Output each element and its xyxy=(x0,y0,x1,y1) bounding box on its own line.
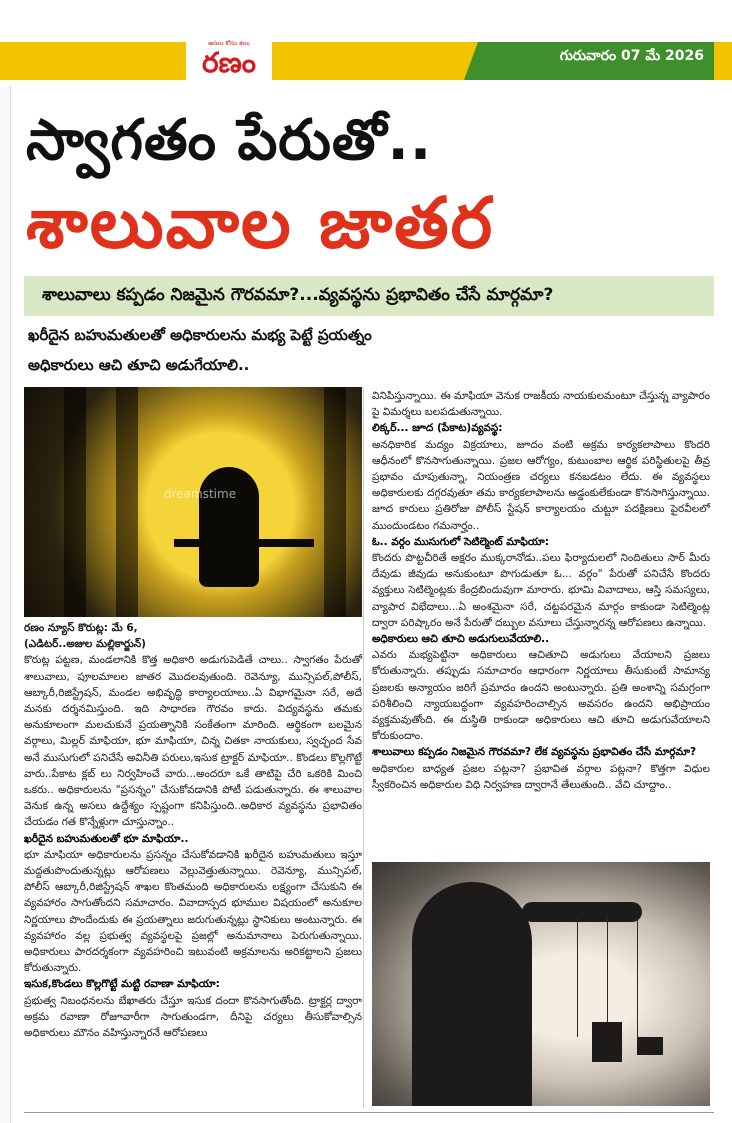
section-heading: ఓ.. వర్గం ముసుగులో సెటిల్మెంట్ మాఫియా: xyxy=(372,535,549,548)
section-heading: లిక్కర్... జూద (పేకాట)వ్యవస్థ: xyxy=(372,422,503,435)
bottom-rule xyxy=(24,1112,714,1113)
photo-puppeteer-silhouette xyxy=(372,862,710,1106)
body-paragraph: కొందరు పొట్టచీరితే అక్షరం ముక్కరానోడు..పలు ఫిర్యాదులలో నిందితులు సార్ మీరు దేవుడు జీవుడు అనుకుంటూ పొగుడుతూ ఓ... వర్గం" పేరుతో పనిచేసే కొందరు వ్యక్తులు సెటిల్మెంట్లకు కేంద్రబిందువుగా మారారు. భూమి వివాదాలు, ఆస్తి సమస్యలు, వ్యాపార విభేదాలు...ఏ అంశమైనా సరే, చట్టపరమైన మార్గం కాకుండా సెటిల్మెంట్ల ద్వారా పరిష్కారం అనే పేరుతో దబ్బుల వసూలు చేస్తున్నారన్న ఆరోపణలు ఉన్నాయి. xyxy=(372,552,710,629)
masthead xyxy=(0,38,732,84)
silhouette-figure xyxy=(412,882,532,1106)
headline-line1: స్వాగతం పేరుతో.. xyxy=(26,108,433,173)
body-paragraph: కొరుట్ల పట్టణ, మండలానికి కొత్త అధికారి అడుగుపెడితే చాలు.. స్వాగతం పేరుతో శాలువాలు, పూలమాలల జాతర మొదలవుతుంది. రెవెన్యూ, మున్సిపల్,పోలీస్, ఆబ్కారీ,రిజిస్ట్రేషన్, మండల అభివృద్ధి కార్యాలయాలు..ఏ విభాగమైనా సరే, అదే మనకు దర్శనమిస్తుంది. ఇది సాధారణ గౌరవం కాదు. విద్యవస్థను తమకు అనుకూలంగా మలచుకునే ప్రయత్నానికి సంకేతంగా మారింది. ఆర్థికంగా బలమైన వర్గాలు, మిల్లర్ మాఫియా, భూ మాఫియా, చిన్న చితకా నాయకులు, స్వచ్ఛంద సేవ అనే ముసుగులో పనిచేసే అవినీతి పరులు,ఇసుక ట్రాక్టర్ మాఫియా.. కొండలు కొల్లగొట్టే వారు..పేకాట క్లబ్ లు నిర్వహించే వారు...అందరూ ఒకే తాటిపై చేరి ఒకరికి మించి ఒకరు.. అధికారులను "ప్రసన్నం" చేసుకోవడానికి పోటీ పడుతున్నారు. ఈ శాలువాల వెనుక ఉన్న అసలు ఉద్దేశ్యం స్పష్టంగా కనిపిస్తుంది..అధికార వ్యవస్థను ప్రభావితం చేయడం గత కొన్నేళ్లుగా చూస్తున్నాం.. xyxy=(24,654,362,829)
silhouette-man xyxy=(199,467,259,587)
page-gutter-strip xyxy=(0,86,11,1123)
photo-watermark: dreamstime xyxy=(164,487,237,501)
body-paragraph: అనధికారిక మద్యం విక్రయాలు, జూదం వంటి అక్రమ కార్యకలాపాలు కొందరి ఆధీనంలో కొనసాగుతున్నాయి. ప్రజల ఆరోగ్యం, కుటుంబాల ఆర్థిక పరిస్థితులపై తీవ్ర ప్రభావం చూపుతున్నా, నియంత్రణ చర్యలు కనబడటం లేదు. ఈ వ్యవస్థలు అధికారులకు దగ్గరవుతూ తమ కార్యకలాపాలను అడ్డంకులేకుండా కొనసాగిస్తున్నాయి. జూద కారులు ప్రతిరోజు పోలీస్ స్టేషన్ కార్యాలయం చుట్టూ పదక్షిణలు పైరవీలలో ముందుండటం గమనార్హం.. xyxy=(372,438,710,532)
window-bar xyxy=(116,387,138,617)
right-column xyxy=(372,388,710,793)
puppet-monitor xyxy=(637,1037,663,1055)
section-heading: శాలువాలు కప్పడం నిజమైన గౌరవమా? లేక వ్యవస్థను ప్రభావితం చేసే మార్గమా? xyxy=(372,746,697,759)
headline-line2: శాలువాల జాతర xyxy=(26,182,495,264)
dateline: రణం న్యూస్ కొరుట్ల: మే 6, xyxy=(24,622,138,634)
puppet-string xyxy=(607,917,608,1037)
newspaper-logo[interactable] xyxy=(186,38,272,84)
puppet-string xyxy=(637,917,638,1037)
puppet-string xyxy=(577,917,578,1037)
body-paragraph: భూ మాఫియా అధికారులను ప్రసన్నం చేసుకోవడానికి ఖరీదైన బహుమతులు ఇస్తూ మద్దతుపొందుతున్నట్లు ఆరోపణలు వెల్లువెత్తుతున్నాయి. రెవెన్యూ, మున్సిపల్, పోలీస్ ఆబ్కారీ,రిజిస్ట్రేషన్ శాఖల కొంతమంది అధికారులను లక్ష్యంగా చేసుకుని ఈ వ్యవహారం సాగుతోందని సమాచారం. వివాదాస్పద భూముల విషయంలో అనుకూల నిర్ణయాలు పొందేందుకు ఈ ప్రయత్నాలు జరుగుతున్నట్లు స్థానికులు అంటున్నారు. ఈ వ్యవహారం వల్ల ప్రభుత్వ వ్యవస్థలపై ప్రజల్లో అనుమానాలు పెరుగుతున్నాయి. అధికారులు పారదర్శకంగా వ్యవహరించి ఇటువంటి అక్రమాలను అరికట్టాలని ప్రజలు కోరుతున్నారు. xyxy=(24,848,362,975)
photo-official-at-desk xyxy=(24,387,362,617)
window-bar xyxy=(64,387,86,617)
byline: (ఎడిటర్..అజుల మల్లికార్జున్) xyxy=(24,638,146,651)
body-paragraph: ప్రభుత్వ నిబంధనలను బేఖాతరు చేస్తూ ఇసుక దందా కొనసాగుతోంది. ట్రాక్టర్ల ద్వారా అక్రమ రవాణా రోజూవారీగా సాగుతుండగా, దీనిపై చర్యలు తీసుకోవాల్సిన అధికారులు మౌనం వహిస్తున్నారనే ఆరోపణలు xyxy=(24,994,362,1040)
section-heading: అధికారులు ఆచి తూచి అడుగులువేయాలి.. xyxy=(372,633,550,646)
section-heading: ఖరీదైన బహుమతులతో భూ మాఫియా.. xyxy=(24,832,189,845)
deck-line1: ఖరీదైన బహుమతులతో అధికారులను మభ్య పెట్టే ప్రయత్నం xyxy=(28,326,372,344)
subheadline-box xyxy=(24,276,714,316)
column-divider xyxy=(363,388,364,1108)
logo-text: రణం xyxy=(202,46,256,79)
left-column xyxy=(24,620,362,1041)
deck-line2: అధికారులు ఆచి తూచి అడుగేయాలి.. xyxy=(28,356,250,374)
silhouette-table xyxy=(174,539,314,547)
window-bar xyxy=(324,387,346,617)
subheadline: శాలువాలు కప్పడం నిజమైన గౌరవమా?...వ్యవస్థను ప్రభావితం చేసే మార్గమా? xyxy=(42,285,554,305)
puppet-chair xyxy=(592,1022,622,1062)
issue-date: గురువారం 07 మే 2026 xyxy=(559,48,704,64)
body-paragraph: అధికారుల బాధ్యత ప్రజల పట్లనా? ప్రభావిత వర్గాల పట్లనా? కొత్తగా విధుల స్వీకరించిన అధికారుల విధి నిర్వహణ ద్వారానే తేలుతుంది.. వేచి చూద్దాం.. xyxy=(372,762,710,791)
section-heading: ఇసుక,కొండలు కొల్లగొట్టే మట్టి రవాణా మాఫియా: xyxy=(24,978,220,991)
silhouette-hand xyxy=(522,902,642,922)
body-paragraph: ఎవరు మభ్యపెట్టినా అధికారులు ఆచితూచి అడుగులు వేయాలని ప్రజలు కోరుతున్నారు. తప్పుడు సమాచారం ఆధారంగా నిర్ణయాలు తీసుకుంటే సామాన్య ప్రజలకు అన్యాయం జరిగే ప్రమాదం ఉందని అంటున్నారు. ప్రతి అంశాన్ని సమగ్రంగా పరిశీలించి న్యాయబద్ధంగా వ్యవహరించాల్సిన అవసరం ఉందని అభిప్రాయం వ్యక్తమవుతోంది. ఈ దుస్థితి రాకుండా అధికారులు ఆచి తూచి అడుగువేయాలని కోరుకుందాం. xyxy=(372,649,710,743)
body-paragraph: వినిపిస్తున్నాయి. ఈ మాఫియా వెనుక రాజకీయ నాయకులమంటూ చేస్తున్న వ్యాపారం పై విమర్శలు బలపడుతున్నాయి. xyxy=(372,390,710,419)
logo-tagline: అసలు కోసం కలం xyxy=(208,40,250,47)
